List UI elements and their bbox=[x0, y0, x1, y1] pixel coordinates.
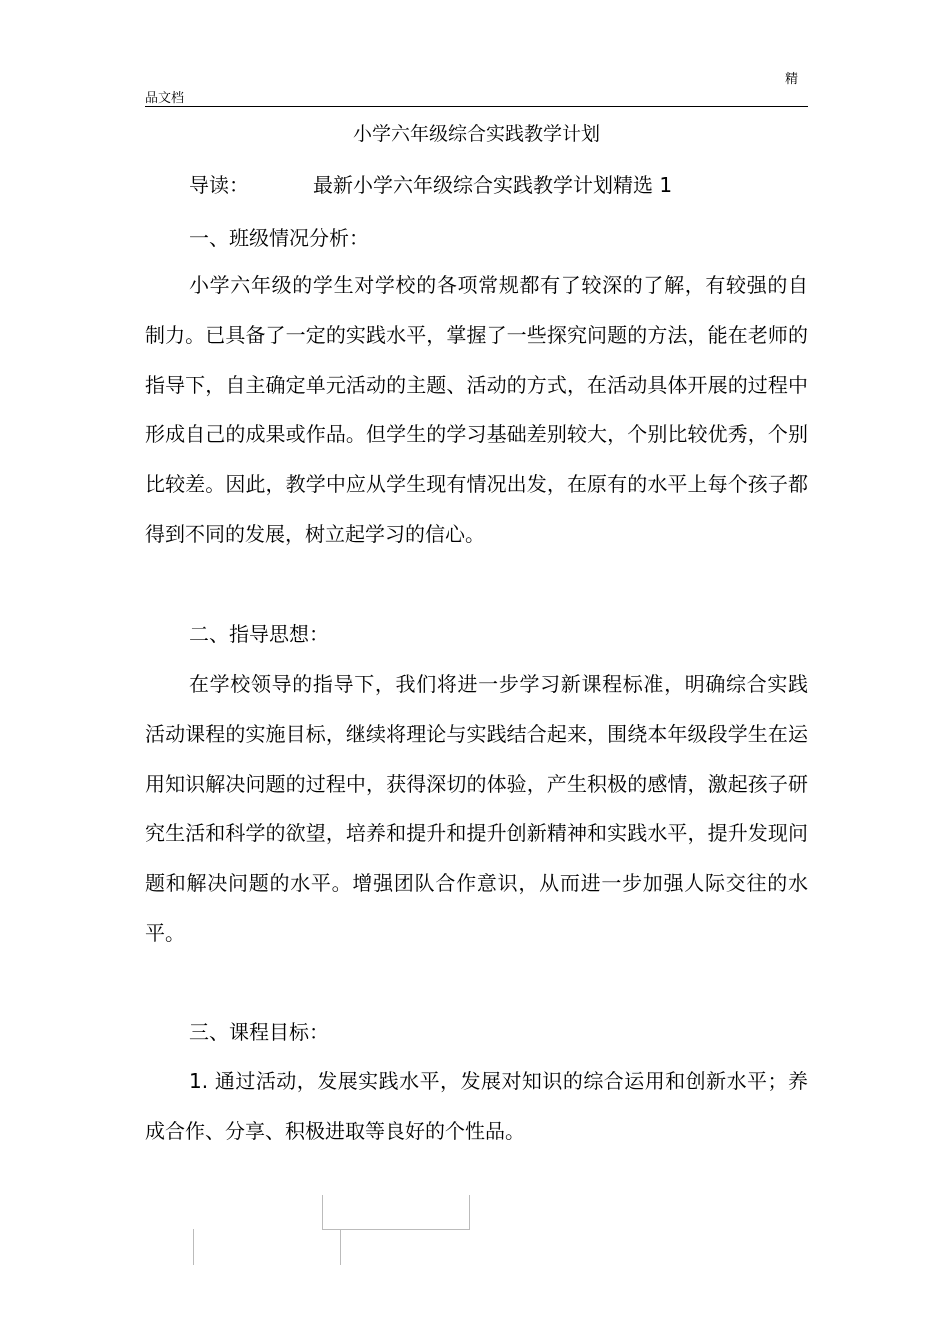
header-right-text: 精 bbox=[784, 72, 798, 87]
document-title: 小学六年级综合实践教学计划 bbox=[352, 123, 600, 145]
lead-text: 最新小学六年级综合实践教学计划精选 1 bbox=[313, 173, 673, 197]
table-fragment-upper bbox=[322, 1195, 470, 1230]
section-3-paragraph: 1. 通过活动，发展实践水平，发展对知识的综合运用和创新水平；养成合作、分享、积极进取等良好的个性品。 bbox=[145, 1069, 808, 1143]
section-3-heading: 三、课程目标： bbox=[189, 1020, 329, 1044]
section-1-paragraph: 小学六年级的学生对学校的各项常规都有了较深的了解，有较强的自制力。已具备了一定的实践水平，掌握了一些探究问题的方法，能在老师的指导下，自主确定单元活动的主题、活动的方式，在活动具体开展的过程中形成自己的成果或作品。但学生的学习基础差别较大，个别比较优秀，个别比较差。因此，教学中应从学生现有情况出发，在原有的水平上每个孩子都得到不同的发展，树立起学习的信心。 bbox=[145, 273, 808, 546]
table-fragment-lower bbox=[193, 1229, 341, 1265]
section-2-paragraph: 在学校领导的指导下，我们将进一步学习新课程标准，明确综合实践活动课程的实施目标，继续将理论与实践结合起来，围绕本年级段学生在运用知识解决问题的过程中，获得深切的体验，产生积极的感情，激起孩子研究生活和科学的欲望，培养和提升和提升创新精神和实践水平，提升发现问题和解决问题的水平。增强团队合作意识，从而进一步加强人际交往的水平。 bbox=[145, 672, 808, 945]
lead-label: 导读： bbox=[189, 173, 249, 197]
section-1-heading: 一、班级情况分析： bbox=[189, 226, 369, 250]
header-left-text: 品文档 bbox=[145, 91, 185, 106]
section-2-heading: 二、指导思想： bbox=[189, 622, 329, 646]
lead-line bbox=[189, 171, 672, 199]
header-rule bbox=[145, 106, 808, 107]
